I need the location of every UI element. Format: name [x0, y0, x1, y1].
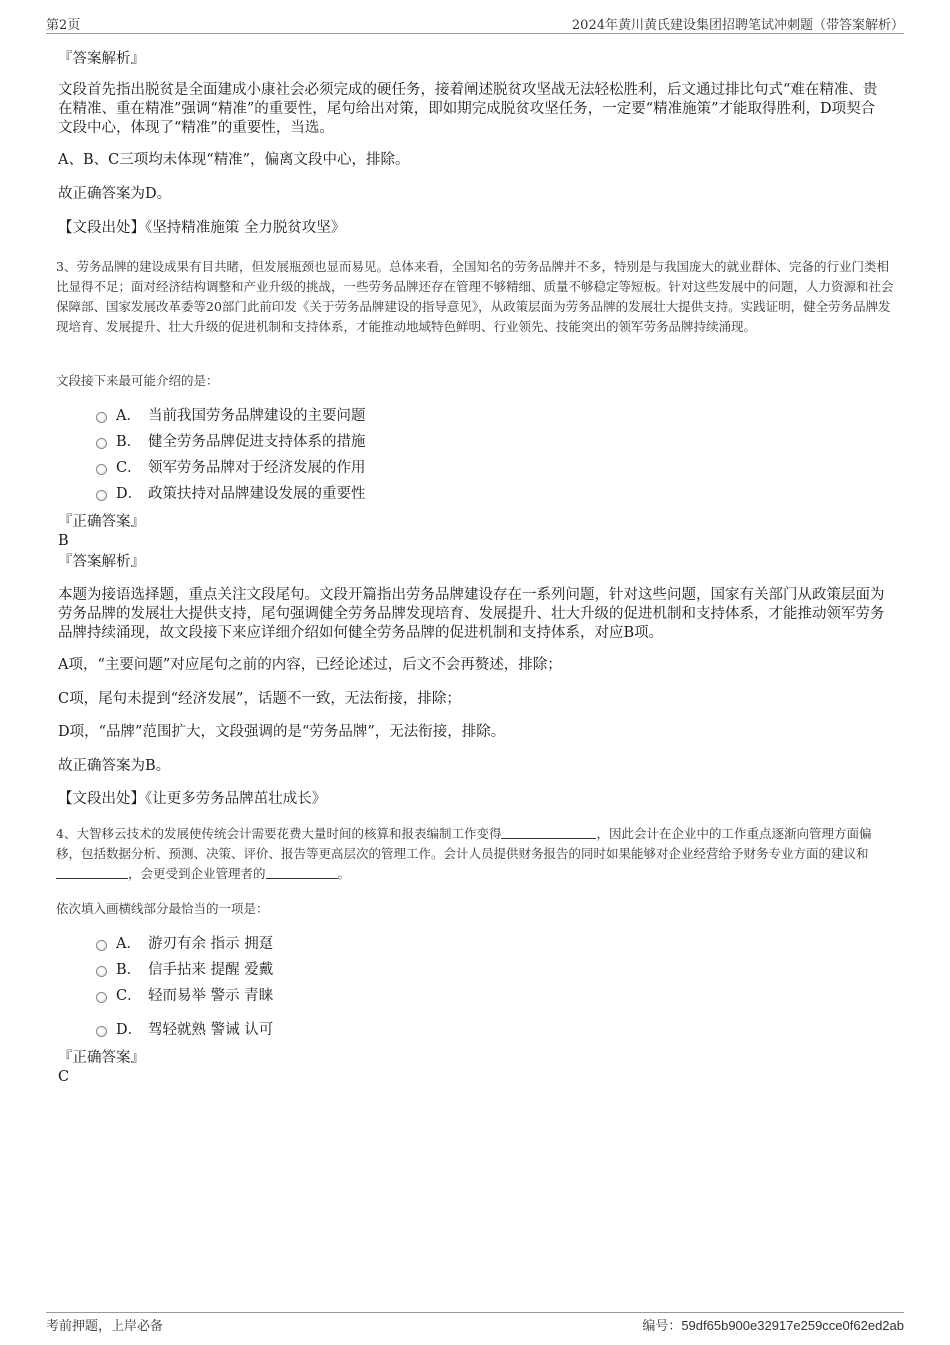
q3-analysis: 本题为接语选择题，重点关注文段尾句。文段开篇指出劳务品牌建设存在一系列问题，针对这些问题，国家有关部门从政策层面为劳务品牌的发展壮大提供支持，尾句强调健全劳务品牌发现培育、发展提升、壮大升级的促进机制和支持体系，才能推动领军劳务品牌持续涌现，故文段接下来应详细介绍如何健全劳务品牌的促进机制和支持体系，对应B项。 — [58, 587, 885, 641]
footer-divider — [46, 1312, 904, 1313]
q3-option-c[interactable]: C． 领军劳务品牌对于经济发展的作用 — [96, 459, 366, 477]
radio-icon[interactable] — [96, 412, 107, 423]
q2-conclusion: 故正确答案为D。 — [58, 186, 172, 202]
q3-conclusion: 故正确答案为B。 — [58, 758, 171, 774]
q3-c-note: C项，尾句未提到“经济发展”，话题不一致，无法衔接，排除； — [58, 691, 461, 707]
q4-option-b[interactable]: B． 信手拈来 提醒 爱戴 — [96, 961, 273, 979]
radio-icon[interactable] — [96, 966, 107, 977]
q4-stem: 4、大智移云技术的发展使传统会计需要花费大量时间的核算和报表编制工作变得 ，因此会计在企业中的工作重点逐渐向管理方面偏移，包括数据分析、预测、决策、评价、报告等更高层次的管理工作。会计人员提供财务报告的同时如果能够对企业经营给予财务专业方面的建议和，会更受到企业管理者的 。 — [56, 826, 872, 881]
q3-answer-label: 『正确答案』 — [58, 514, 145, 530]
q3-option-b[interactable]: B． 健全劳务品牌促进支持体系的措施 — [96, 433, 366, 451]
radio-icon[interactable] — [96, 1026, 107, 1037]
q3-option-d[interactable]: D． 政策扶持对品牌建设发展的重要性 — [96, 485, 366, 503]
q3-a-note: A项，“主要问题”对应尾句之前的内容，已经论述过，后文不会再赘述，排除； — [58, 657, 562, 673]
q3-stem: 3、劳务品牌的建设成果有目共睹，但发展瓶颈也显而易见。总体来看，全国知名的劳务品牌并不多，特别是与我国庞大的就业群体、完备的行业门类相比显得不足；面对经济结构调整和产业升级的挑战，一些劳务品牌还存在管理不够精细、质量不够稳定等短板。针对这些发展中的问题，人力资源和社会保障部、国家发展改革委等20部门此前印发《关于劳务品牌建设的指导意见》，从政策层面为劳务品牌的发展壮大提供支持。实践证明，健全劳务品牌发现培育、发展提升、壮大升级的促进机制和支持体系，才能推动地域特色鲜明、行业领先、技能突出的领军劳务品牌持续涌现。 — [56, 259, 894, 334]
q3-d-note: D项，“品牌”范围扩大，文段强调的是“劳务品牌”，无法衔接，排除。 — [58, 724, 506, 740]
header-divider — [46, 33, 904, 34]
q3-question: 文段接下来最可能介绍的是： — [56, 373, 219, 388]
page-number: 第2页 — [46, 18, 81, 33]
q2-analysis: 文段首先指出脱贫是全面建成小康社会必须完成的硬任务，接着阐述脱贫攻坚战无法轻松胜利，后文通过排比句式“难在精准、贵在精准、重在精准”强调“精准”的重要性，尾句给出对策，即如期完成脱贫攻坚任务，一定要“精准施策”才能取得胜利，D项契合文段中心，体现了“精准”的重要性，当选。 — [58, 82, 878, 136]
document-title: 2024年黄川黄氏建设集团招聘笔试冲刺题（带答案解析） — [571, 18, 904, 33]
q4-answer-label: 『正确答案』 — [58, 1050, 145, 1066]
radio-icon[interactable] — [96, 438, 107, 449]
blank-2 — [56, 866, 128, 879]
q2-abc-note: A、B、C三项均未体现“精准”，偏离文段中心，排除。 — [58, 152, 410, 168]
q3-analysis-label: 『答案解析』 — [58, 554, 145, 570]
q3-source: 【文段出处】《让更多劳务品牌茁壮成长》 — [58, 791, 327, 807]
document-code: 编号：59df65b900e32917e259cce0f62ed2ab — [642, 1318, 904, 1334]
blank-1 — [501, 826, 596, 839]
radio-icon[interactable] — [96, 992, 107, 1003]
footer-slogan: 考前押题，上岸必备 — [46, 1319, 164, 1334]
q3-answer: B — [58, 533, 69, 549]
radio-icon[interactable] — [96, 490, 107, 501]
q4-option-a[interactable]: A． 游刃有余 指示 拥趸 — [96, 935, 273, 953]
q2-source: 【文段出处】《坚持精准施策 全力脱贫攻坚》 — [58, 220, 346, 236]
q3-option-a[interactable]: A． 当前我国劳务品牌建设的主要问题 — [96, 407, 366, 425]
q4-option-d[interactable]: D． 驾轻就熟 警诫 认可 — [96, 1021, 273, 1039]
radio-icon[interactable] — [96, 464, 107, 475]
radio-icon[interactable] — [96, 940, 107, 951]
q4-option-c[interactable]: C． 轻而易举 警示 青睐 — [96, 987, 273, 1005]
q4-question: 依次填入画横线部分最恰当的一项是： — [56, 901, 269, 916]
blank-3 — [266, 866, 338, 879]
q2-analysis-label: 『答案解析』 — [58, 51, 145, 67]
q4-answer: C — [58, 1069, 70, 1085]
